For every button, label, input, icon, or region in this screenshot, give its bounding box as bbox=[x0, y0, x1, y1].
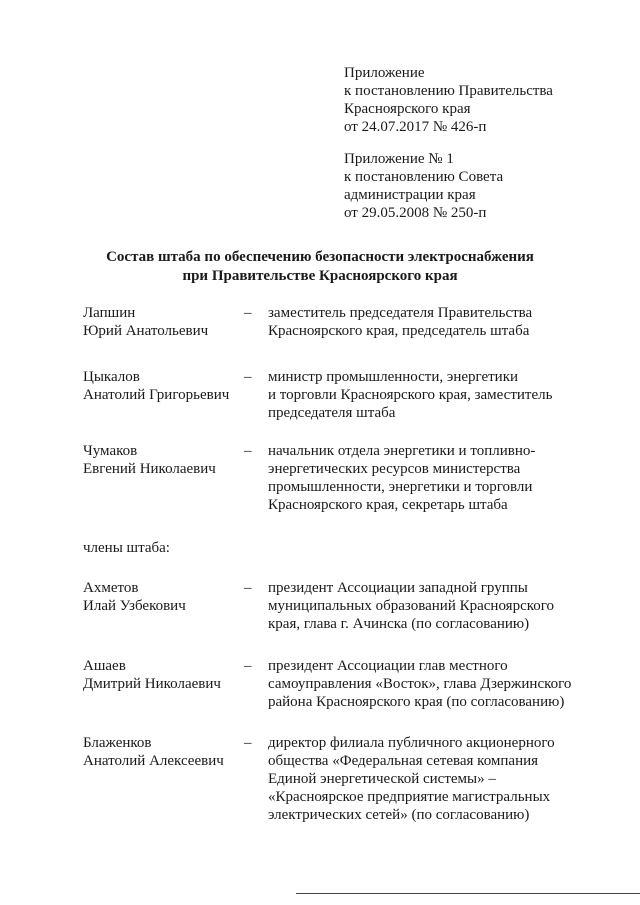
approval-line: Приложение № 1 bbox=[344, 151, 454, 167]
title-line: Состав штаба по обеспечению безопасности электроснабжения bbox=[106, 249, 534, 265]
role-line: энергетических ресурсов министерства bbox=[268, 461, 521, 477]
approval-block bbox=[344, 64, 553, 136]
role-line: общества «Федеральная сетевая компания bbox=[268, 753, 539, 769]
member-surname: Блаженков bbox=[83, 735, 152, 751]
member-role bbox=[268, 368, 552, 422]
member-role bbox=[268, 304, 532, 340]
approval-line: к постановлению Правительства bbox=[344, 83, 553, 99]
member-surname: Чумаков bbox=[83, 443, 138, 459]
role-line: директор филиала публичного акционерного bbox=[268, 735, 555, 751]
document-title bbox=[0, 248, 640, 286]
approval-line: Приложение bbox=[344, 65, 425, 81]
role-line: муниципальных образований Красноярского bbox=[268, 598, 555, 614]
member-name bbox=[83, 304, 208, 340]
member-name bbox=[83, 657, 221, 693]
role-line: начальник отдела энергетики и топливно- bbox=[268, 443, 536, 459]
member-surname: Лапшин bbox=[83, 305, 136, 321]
bottom-rule bbox=[296, 893, 640, 894]
member-role bbox=[268, 579, 554, 633]
approval-line: Красноярского края bbox=[344, 101, 471, 117]
role-line: заместитель председателя Правительства bbox=[268, 305, 533, 321]
role-line: президент Ассоциации западной группы bbox=[268, 580, 528, 596]
member-role bbox=[268, 442, 535, 514]
role-line: края, глава г. Ачинска (по согласованию) bbox=[268, 616, 530, 632]
member-name bbox=[83, 368, 229, 404]
member-given-name: Илай Узбекович bbox=[83, 598, 186, 614]
dash-separator: – bbox=[244, 658, 252, 674]
approval-line: администрации края bbox=[344, 187, 476, 203]
member-given-name: Анатолий Григорьевич bbox=[83, 387, 230, 403]
dash-separator: – bbox=[244, 369, 252, 385]
role-line: самоуправления «Восток», глава Дзержинского bbox=[268, 676, 572, 692]
member-given-name: Дмитрий Николаевич bbox=[83, 676, 221, 692]
approval-line: к постановлению Совета bbox=[344, 169, 504, 185]
approval-line: от 29.05.2008 № 250-п bbox=[344, 205, 487, 221]
dash-separator: – bbox=[244, 443, 252, 459]
role-line: председателя штаба bbox=[268, 405, 396, 421]
title-line: при Правительстве Красноярского края bbox=[182, 268, 458, 284]
member-role bbox=[268, 657, 571, 711]
member-name bbox=[83, 579, 186, 615]
role-line: района Красноярского края (по согласованию) bbox=[268, 694, 565, 710]
dash-separator: – bbox=[244, 305, 252, 321]
approval-line: от 24.07.2017 № 426-п bbox=[344, 119, 487, 135]
dash-separator: – bbox=[244, 735, 252, 751]
dash-separator: – bbox=[244, 580, 252, 596]
role-line: министр промышленности, энергетики bbox=[268, 369, 519, 385]
role-line: промышленности, энергетики и торговли bbox=[268, 479, 533, 495]
role-line: «Красноярское предприятие магистральных bbox=[268, 789, 551, 805]
role-line: Единой энергетической системы» – bbox=[268, 771, 496, 787]
member-given-name: Анатолий Алексеевич bbox=[83, 753, 224, 769]
member-given-name: Юрий Анатольевич bbox=[83, 323, 209, 339]
members-section-label: члены штаба: bbox=[83, 540, 170, 556]
member-name bbox=[83, 442, 216, 478]
member-role bbox=[268, 734, 555, 824]
member-surname: Ашаев bbox=[83, 658, 126, 674]
role-line: президент Ассоциации глав местного bbox=[268, 658, 508, 674]
member-surname: Цыкалов bbox=[83, 369, 140, 385]
member-name bbox=[83, 734, 224, 770]
role-line: и торговли Красноярского края, заместитель bbox=[268, 387, 553, 403]
member-surname: Ахметов bbox=[83, 580, 139, 596]
role-line: электрических сетей» (по согласованию) bbox=[268, 807, 530, 823]
approval-block-2 bbox=[344, 150, 503, 222]
role-line: Красноярского края, секретарь штаба bbox=[268, 497, 508, 513]
member-given-name: Евгений Николаевич bbox=[83, 461, 216, 477]
role-line: Красноярского края, председатель штаба bbox=[268, 323, 530, 339]
